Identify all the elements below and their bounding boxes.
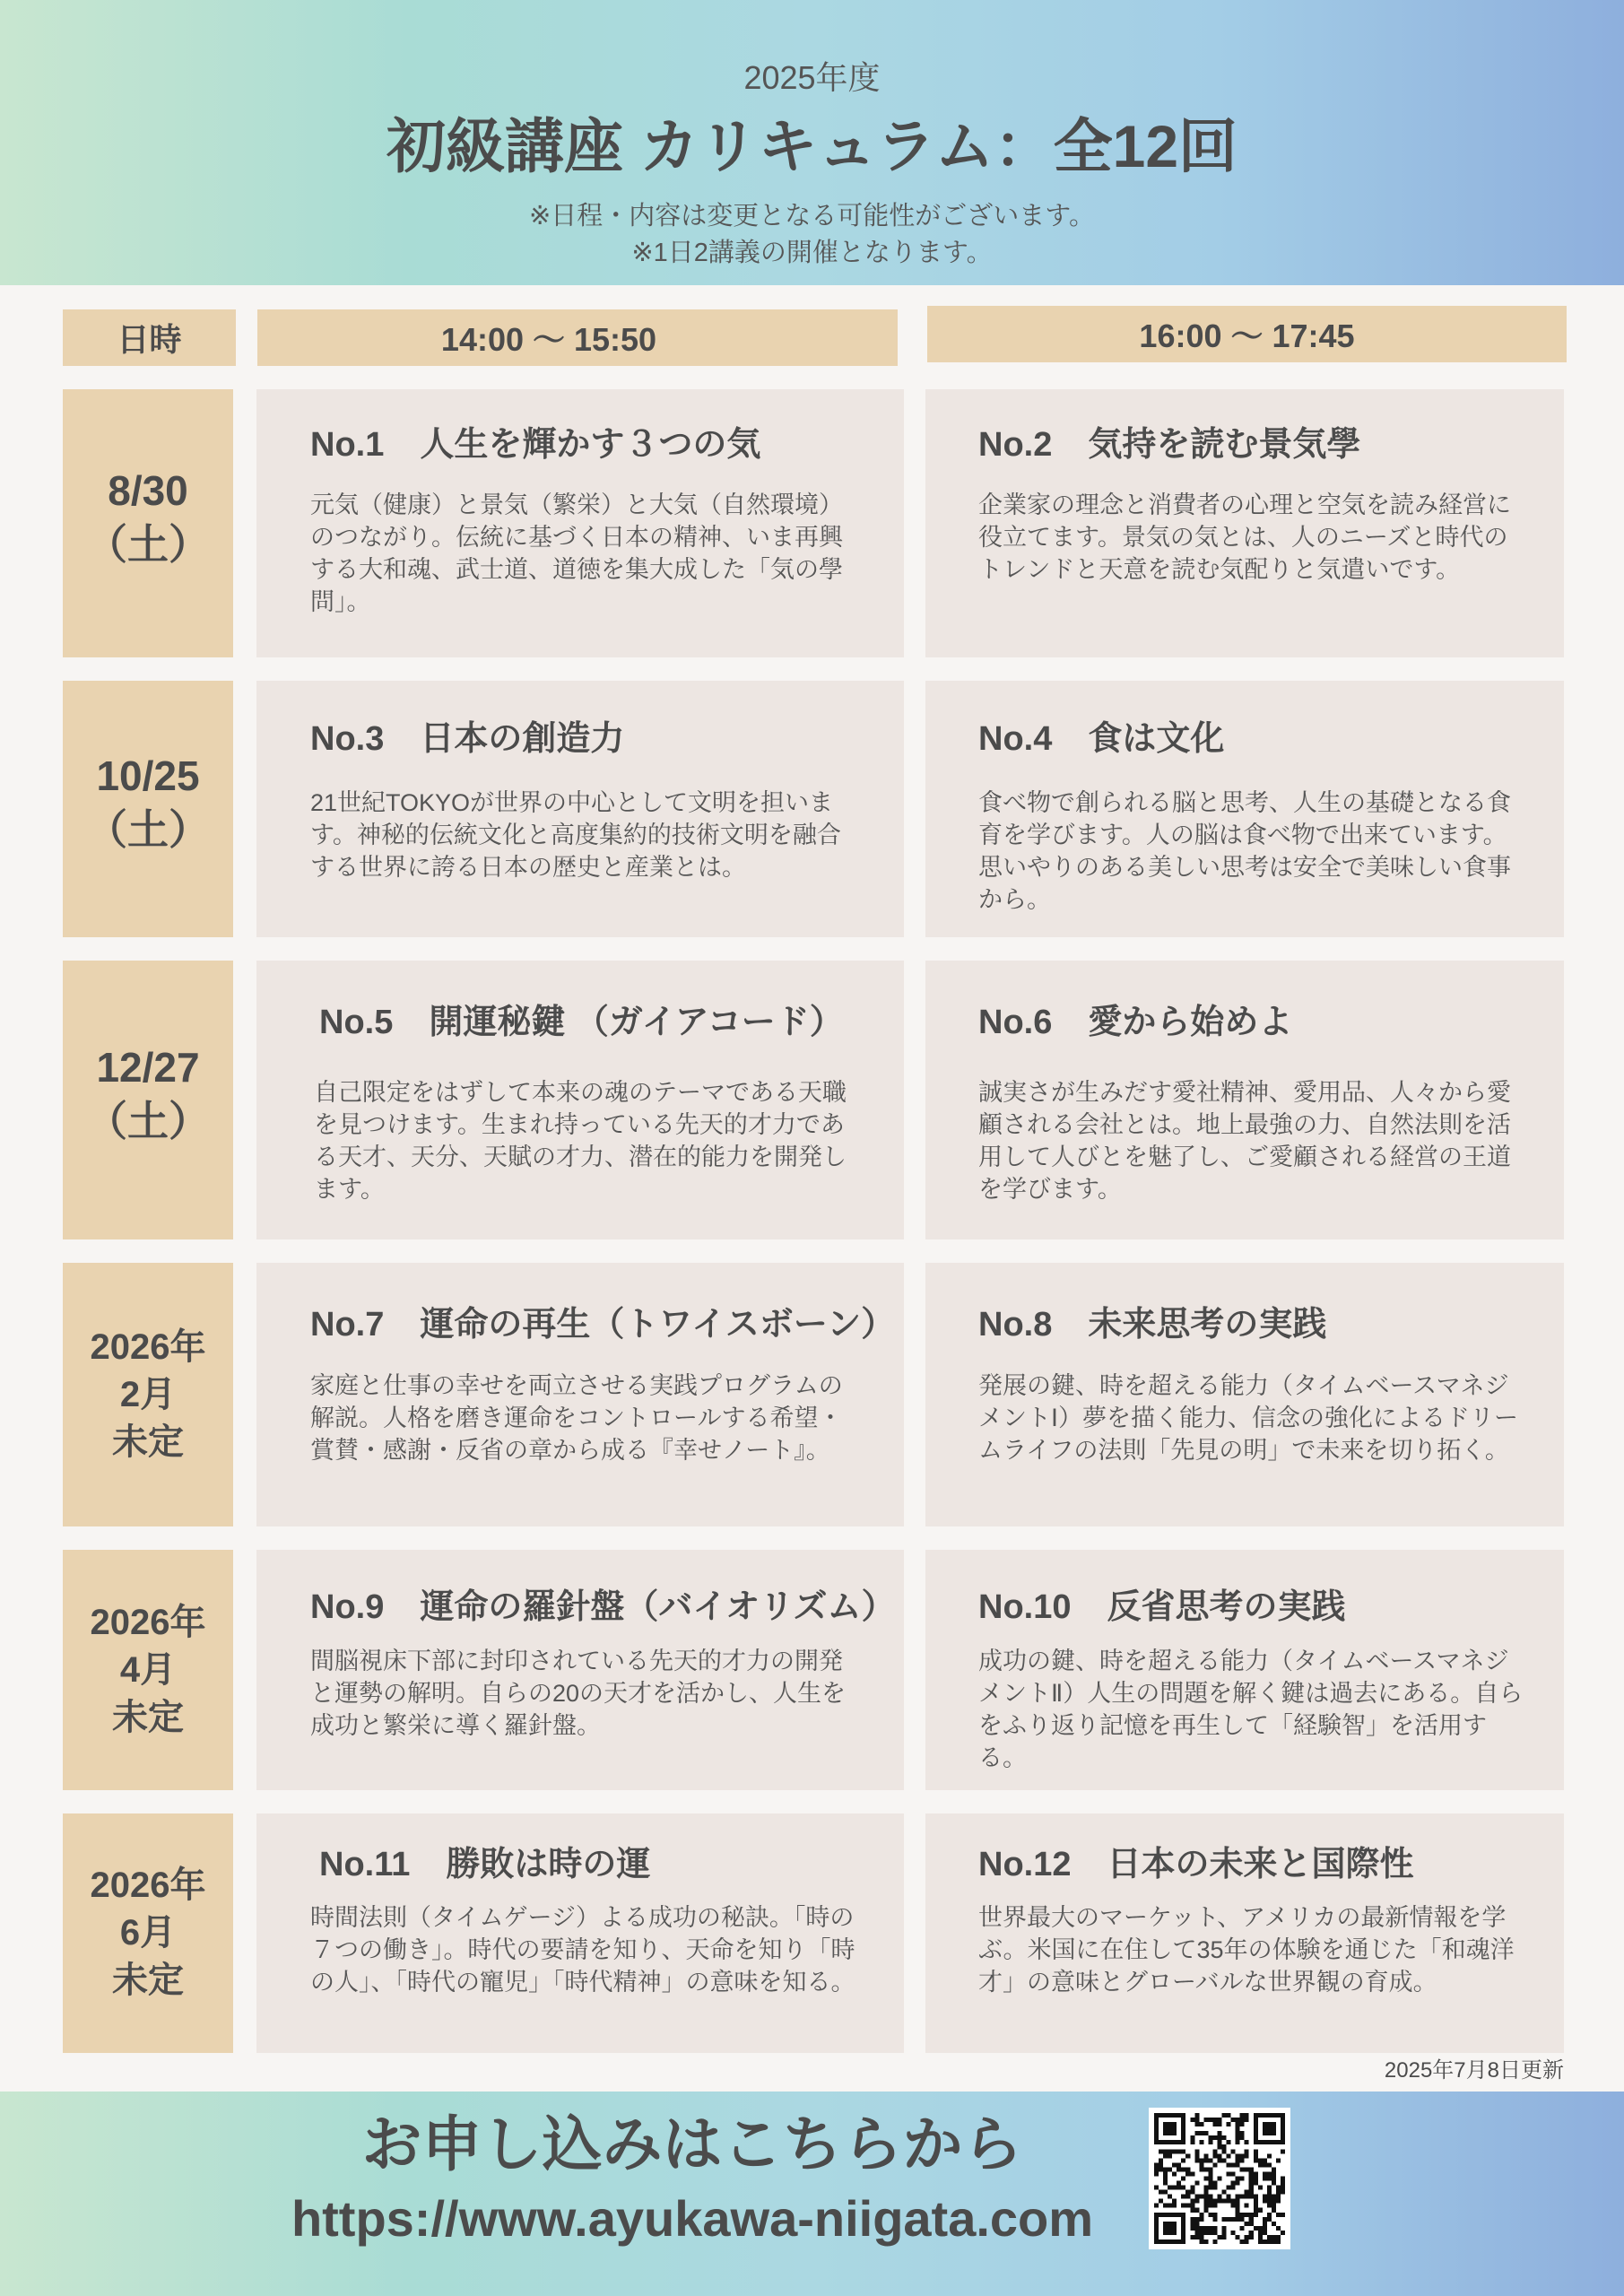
session-row <box>0 681 1624 937</box>
lecture-description: 成功の鍵、時を超える能力（タイムベースマネジメントⅡ）人生の問題を解く鍵は過去にある。自らをふり返り記憶を再生して「経験智」を活用する。 <box>978 1648 1524 1771</box>
lecture-title <box>310 1304 896 1345</box>
date-line: （土） <box>86 520 210 568</box>
lecture-number: No.1 <box>310 426 385 464</box>
session-row <box>0 389 1624 657</box>
lecture-title <box>310 1587 896 1628</box>
lecture-description: 世界最大のマーケット、アメリカの最新情報を学ぶ。米国に在住して35年の体験を通じた「和魂洋才」の意味とグローバルな世界観の育成。 <box>978 1904 1515 1996</box>
date-line: （土） <box>86 806 210 853</box>
lecture-title <box>978 424 1546 465</box>
date-line: 2026年 <box>90 1602 206 1642</box>
lecture-card <box>256 1813 904 2053</box>
date-line: 2月 <box>119 1374 177 1414</box>
lecture-number: No.6 <box>978 1004 1053 1041</box>
date-line: 12/27 <box>96 1043 200 1091</box>
lecture-number: No.9 <box>310 1588 385 1626</box>
lecture-description: 誠実さが生みだす愛社精神、愛用品、人々から愛顧される会社とは。地上最強の力、自然法則を活用して人びとを魅了し、ご愛顧される経営の王道を学びます。 <box>978 1079 1511 1203</box>
date-line: 未定 <box>112 1422 184 1462</box>
session-date <box>63 1263 233 1526</box>
lecture-number: No.8 <box>978 1306 1053 1344</box>
lecture-name: 勝敗は時の運 <box>446 1846 651 1883</box>
lecture-number: No.5 <box>319 1004 394 1041</box>
date-line: 10/25 <box>96 752 200 799</box>
qr-code-pattern <box>1154 2113 1285 2244</box>
date-line: 未定 <box>112 1697 184 1737</box>
lecture-card <box>925 681 1564 937</box>
lecture-description: 企業家の理念と消費者の心理と空気を読み経営に役立てます。景気の気とは、人のニーズと時代のトレンドと天意を読む気配りと気遣いです。 <box>978 491 1511 583</box>
session-date <box>63 961 233 1239</box>
lecture-name: 日本の創造力 <box>420 720 625 758</box>
lecture-title <box>319 1844 886 1885</box>
lecture-name: 運命の羅針盤（バイオリズム） <box>420 1588 896 1626</box>
lecture-card <box>925 1813 1564 2053</box>
lecture-description: 21世紀TOKYOが世界の中心として文明を担います。神秘的伝統文化と高度集約的技術文明を融合する世界に誇る日本の歴史と産業とは。 <box>310 789 841 881</box>
session-date <box>63 681 233 937</box>
lecture-title <box>319 1002 886 1043</box>
lecture-name: 人生を輝かす３つの気 <box>420 426 761 464</box>
lecture-title <box>310 718 886 760</box>
qr-modules <box>1154 2113 1285 2244</box>
lecture-card <box>925 389 1564 657</box>
session-row <box>0 1813 1624 2053</box>
updated-date: 2025年7月8日更新 <box>1384 2058 1564 2083</box>
lecture-card <box>925 961 1564 1239</box>
lecture-card <box>925 1550 1564 1790</box>
session-row <box>0 1263 1624 1526</box>
lecture-description: 自己限定をはずして本来の魂のテーマである天職を見つけます。生まれ持っている先天的才力である天才、天分、天賦の才力、潜在的能力を開発します。 <box>314 1079 847 1203</box>
lecture-card <box>256 389 904 657</box>
session-row <box>0 1550 1624 1790</box>
lecture-number: No.7 <box>310 1306 385 1344</box>
lecture-number: No.11 <box>319 1846 411 1883</box>
lecture-description: 発展の鍵、時を超える能力（タイムベースマネジメントⅠ）夢を描く能力、信念の強化によるドリームライフの法則「先見の明」で未来を切り拓く。 <box>978 1372 1518 1464</box>
application-cta: お申し込みはこちらから <box>361 2111 1023 2179</box>
lecture-number: No.2 <box>978 426 1053 464</box>
lecture-card <box>256 961 904 1239</box>
column-header-slot2: 16:00 〜 17:45 <box>927 306 1567 362</box>
lecture-title <box>978 1304 1546 1345</box>
lecture-name: 食は文化 <box>1088 720 1225 758</box>
session-row <box>0 961 1624 1239</box>
column-header-date: 日時 <box>63 309 236 366</box>
lecture-name: 気持を読む景気學 <box>1088 426 1361 464</box>
lecture-name: 未来思考の実践 <box>1088 1306 1327 1344</box>
lecture-card <box>256 681 904 937</box>
lecture-name: 愛から始めよ <box>1088 1004 1293 1041</box>
lecture-name: 反省思考の実践 <box>1107 1588 1346 1626</box>
date-line: 2026年 <box>90 1866 206 1905</box>
lecture-name: 開運秘鍵 （ガイアコード） <box>429 1004 844 1041</box>
lecture-card <box>256 1550 904 1790</box>
lecture-title <box>310 424 886 465</box>
date-line: 6月 <box>119 1913 177 1952</box>
qr-code-icon <box>1149 2108 1290 2249</box>
lecture-card <box>925 1263 1564 1526</box>
lecture-title <box>978 1844 1546 1885</box>
lecture-number: No.3 <box>310 720 385 758</box>
lecture-number: No.12 <box>978 1846 1072 1883</box>
date-line: 2026年 <box>90 1326 206 1367</box>
date-line: 4月 <box>119 1649 177 1690</box>
lecture-description: 時間法則（タイムゲージ）よる成功の秘訣。「時の７つの働き」。時代の要請を知り、天命を知り「時の人」、「時代の寵児」「時代精神」の意味を知る。 <box>310 1904 855 1996</box>
lecture-description: 間脳視床下部に封印されている先天的才力の開発と運勢の解明。自らの20の天才を活かし、人生を成功と繁栄に導く羅針盤。 <box>310 1648 847 1739</box>
application-url: https://www.ayukawa-niigata.com <box>291 2190 1094 2247</box>
lecture-name: 日本の未来と国際性 <box>1107 1846 1414 1883</box>
lecture-name: 運命の再生（トワイスボーン） <box>420 1306 896 1344</box>
lecture-title <box>978 1587 1546 1628</box>
fiscal-year: 2025年度 <box>743 59 881 96</box>
page-title: 初級講座 カリキュラム：全12回 <box>386 113 1238 179</box>
lecture-description: 家庭と仕事の幸せを両立させる実践プログラムの解説。人格を磨き運命をコントロールする希望・賞賛・感謝・反省の章から成る『幸せノート』。 <box>310 1372 843 1464</box>
date-line: 8/30 <box>108 466 188 514</box>
note-line: ※1日2講義の開催となります。 <box>631 239 993 267</box>
lecture-number: No.4 <box>978 720 1053 758</box>
session-date <box>63 389 233 657</box>
footer-band <box>0 2092 1624 2296</box>
header-band <box>0 0 1624 285</box>
header-notes <box>0 198 1624 272</box>
lecture-description: 食べ物で創られる脳と思考、人生の基礎となる食育を学びます。人の脳は食べ物で出来ています。思いやりのある美しい思考は安全で美味しい食事から。 <box>978 789 1511 913</box>
date-line: 未定 <box>112 1961 184 2000</box>
lecture-number: No.10 <box>978 1588 1072 1626</box>
lecture-card <box>256 1263 904 1526</box>
lecture-title <box>978 718 1546 760</box>
session-date <box>63 1813 233 2053</box>
lecture-description: 元気（健康）と景気（繁栄）と大気（自然環境）のつながり。伝統に基づく日本の精神、いま再興する大和魂、武士道、道徳を集大成した「気の學問」。 <box>310 491 843 615</box>
note-line: ※日程・内容は変更となる可能性がございます。 <box>529 202 1095 230</box>
session-date <box>63 1550 233 1790</box>
column-header-slot1: 14:00 〜 15:50 <box>257 309 898 366</box>
lecture-title <box>978 1002 1546 1043</box>
date-line: （土） <box>86 1097 210 1144</box>
